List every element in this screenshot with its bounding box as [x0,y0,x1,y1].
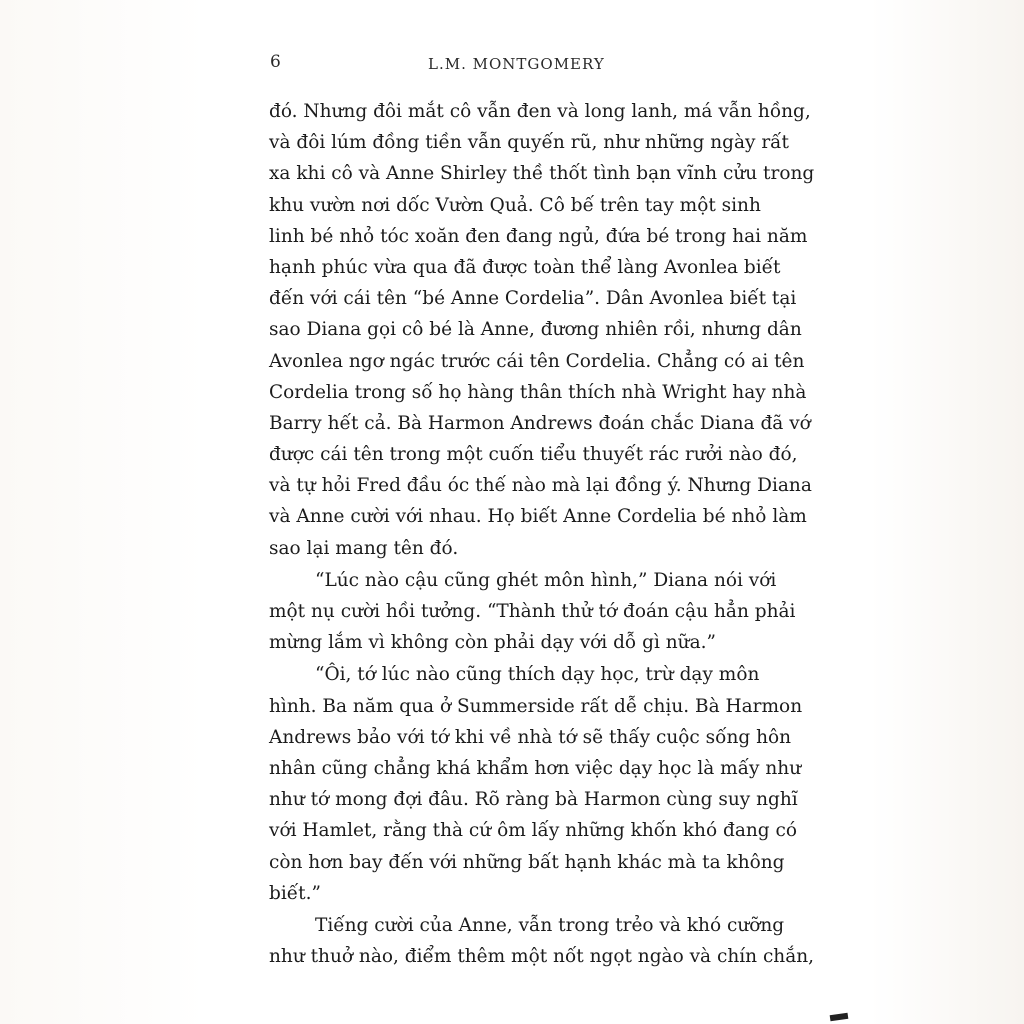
page-header [270,52,770,82]
text-line: khu vườn nơi dốc Vườn Quả. Cô bế trên tay một sinh [269,194,761,216]
running-head-author: L.M. MONTGOMERY [428,55,605,73]
text-line: như thuở nào, điểm thêm một nốt ngọt ngào và chín chắn, [269,946,815,968]
paragraph-start-line: Tiếng cười của Anne, vẫn trong trẻo và khó cưỡng [315,914,785,936]
text-line: hạnh phúc vừa qua đã được toàn thể làng Avonlea biết [269,256,781,278]
body-text [269,96,815,972]
text-line: đó. Nhưng đôi mắt cô vẫn đen và long lanh, má vẫn hồng, [269,101,811,122]
text-line: với Hamlet, rằng thà cứ ôm lấy những khốn khó đang có [269,820,797,842]
paragraph-start-line: “Ôi, tớ lúc nào cũng thích dạy học, trừ dạy môn [315,664,760,686]
text-line: và đôi lúm đồng tiền vẫn quyến rũ, như những ngày rất [269,132,789,154]
text-line: Avonlea ngơ ngác trước cái tên Cordelia. Chẳng có ai tên [269,350,805,372]
text-line: Andrews bảo với tớ khi về nhà tớ sẽ thấy cuộc sống hôn [269,726,792,748]
paragraph-start-line: “Lúc nào cậu cũng ghét môn hình,” Diana nói với [315,569,777,591]
text-line: Cordelia trong số họ hàng thân thích nhà Wright hay nhà [269,381,807,403]
text-line: và Anne cười với nhau. Họ biết Anne Cordelia bé nhỏ làm [269,506,807,528]
text-line: xa khi cô và Anne Shirley thề thốt tình bạn vĩnh cửu trong [269,163,815,185]
text-line: Barry hết cả. Bà Harmon Andrews đoán chắc Diana đã vớ [269,412,811,434]
text-line: đến với cái tên “bé Anne Cordelia”. Dân Avonlea biết tại [269,288,797,310]
text-line: và tự hỏi Fred đầu óc thế nào mà lại đồng ý. Nhưng Diana [269,475,812,497]
text-line: như tớ mong đợi đâu. Rõ ràng bà Harmon cùng suy nghĩ [269,789,798,811]
text-line: nhân cũng chẳng khá khẩm hơn việc dạy học là mấy như [269,757,802,779]
text-line: mừng lắm vì không còn phải dạy với dỗ gì nữa.” [269,632,716,654]
text-line: còn hơn bay đến với những bất hạnh khác mà ta không [269,851,785,873]
text-line: sao lại mang tên đó. [269,537,459,559]
text-line: linh bé nhỏ tóc xoăn đen đang ngủ, đứa bé trong hai năm [269,225,808,247]
text-line: được cái tên trong một cuốn tiểu thuyết rác rưởi nào đó, [269,444,798,466]
page-number: 6 [270,52,281,72]
text-line: hình. Ba năm qua ở Summerside rất dễ chịu. Bà Harmon [269,695,803,717]
text-line: biết.” [269,882,321,904]
text-line: một nụ cười hồi tưởng. “Thành thử tớ đoán cậu hẳn phải [269,601,796,622]
text-line: sao Diana gọi cô bé là Anne, đương nhiên rồi, nhưng dân [269,319,802,341]
